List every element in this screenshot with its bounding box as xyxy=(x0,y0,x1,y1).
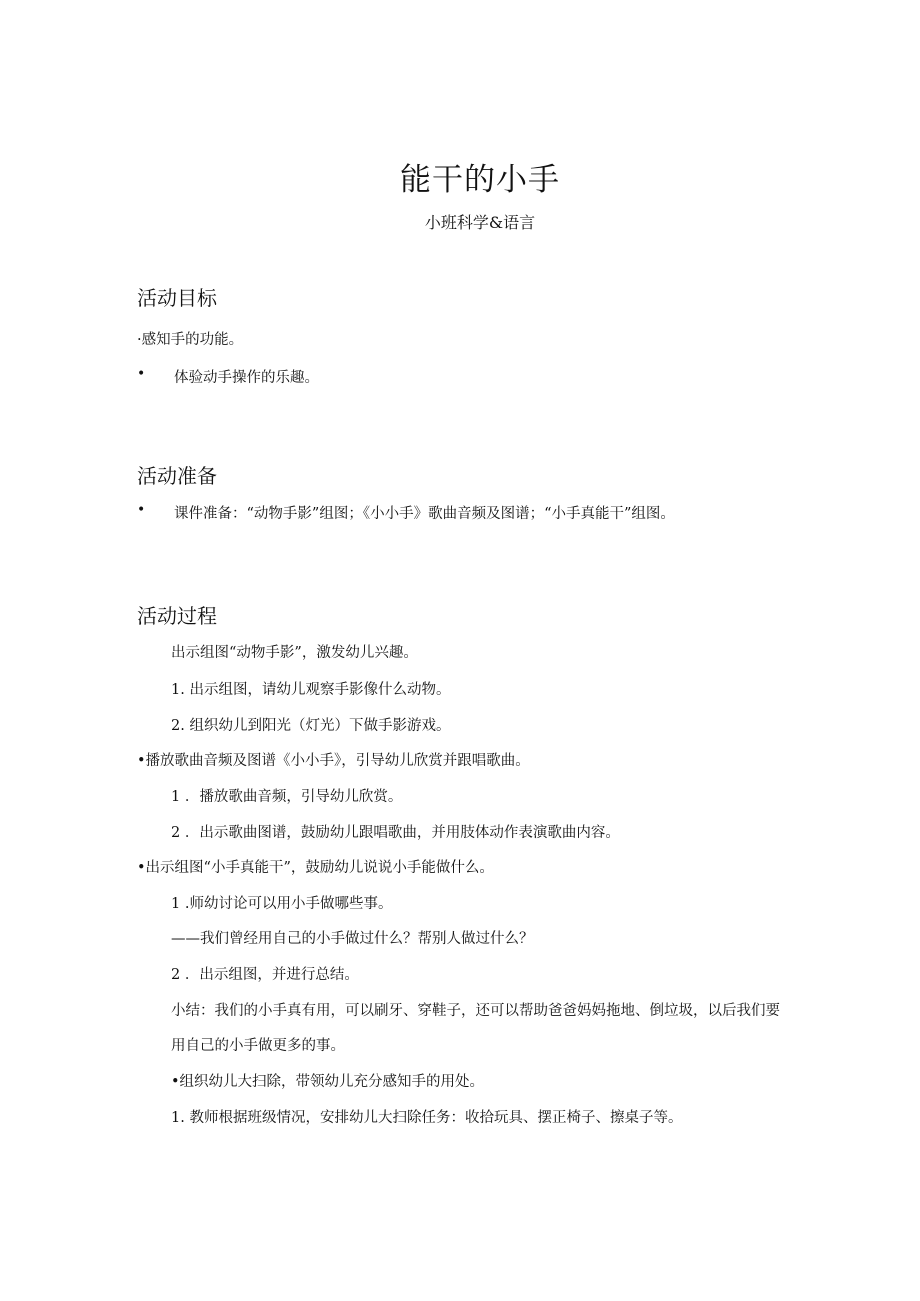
process-line: •组织幼儿大扫除，带领幼儿充分感知手的用处。 xyxy=(171,1074,485,1090)
process-line: 2. 组织幼儿到阳光（灯光）下做手影游戏。 xyxy=(171,718,451,734)
process-line: ——我们曾经用自己的小手做过什么？帮别人做过什么？ xyxy=(171,931,534,947)
process-line: 小结：我们的小手真有用，可以刷牙、穿鞋子，还可以帮助爸爸妈妈拖地、倒垃圾，以后我们要 xyxy=(171,1003,780,1019)
document-title: 能干的小手 xyxy=(400,162,560,198)
section-heading-process: 活动过程 xyxy=(137,604,217,628)
goal-item-1: ·感知手的功能。 xyxy=(137,332,244,348)
preparation-item: 课件准备：“动物手影”组图；《小小手》歌曲音频及图谱；“小手真能干”组图。 xyxy=(174,506,675,522)
document-subtitle: 小班科学&语言 xyxy=(424,213,536,232)
process-line: 1. 出示组图，请幼儿观察手影像什么动物。 xyxy=(171,682,451,698)
process-line: 用自己的小手做更多的事。 xyxy=(171,1038,345,1054)
section-heading-goals: 活动目标 xyxy=(137,286,217,310)
process-line: 1 ．播放歌曲音频，引导幼儿欣赏。 xyxy=(171,789,403,805)
process-line: •播放歌曲音频及图谱《小小手》，引导幼儿欣赏并跟唱歌曲。 xyxy=(137,753,530,769)
process-line: 2 ．出示组图，并进行总结。 xyxy=(171,967,359,983)
section-heading-preparation: 活动准备 xyxy=(137,464,217,488)
goal-item-2: 体验动手操作的乐趣。 xyxy=(174,370,319,386)
bullet-icon: • xyxy=(137,366,146,382)
bullet-icon: • xyxy=(137,502,146,518)
process-line: 2 ．出示歌曲图谱，鼓励幼儿跟唱歌曲，并用肢体动作表演歌曲内容。 xyxy=(171,825,620,841)
process-line: 1. 教师根据班级情况，安排幼儿大扫除任务：收拾玩具、摆正椅子、擦桌子等。 xyxy=(171,1110,683,1126)
process-line: 1 .师幼讨论可以用小手做哪些事。 xyxy=(171,896,393,912)
process-line: 出示组图“动物手影”，激发幼儿兴趣。 xyxy=(171,645,418,661)
process-line: •出示组图“小手真能干”，鼓励幼儿说说小手能做什么。 xyxy=(137,860,494,876)
